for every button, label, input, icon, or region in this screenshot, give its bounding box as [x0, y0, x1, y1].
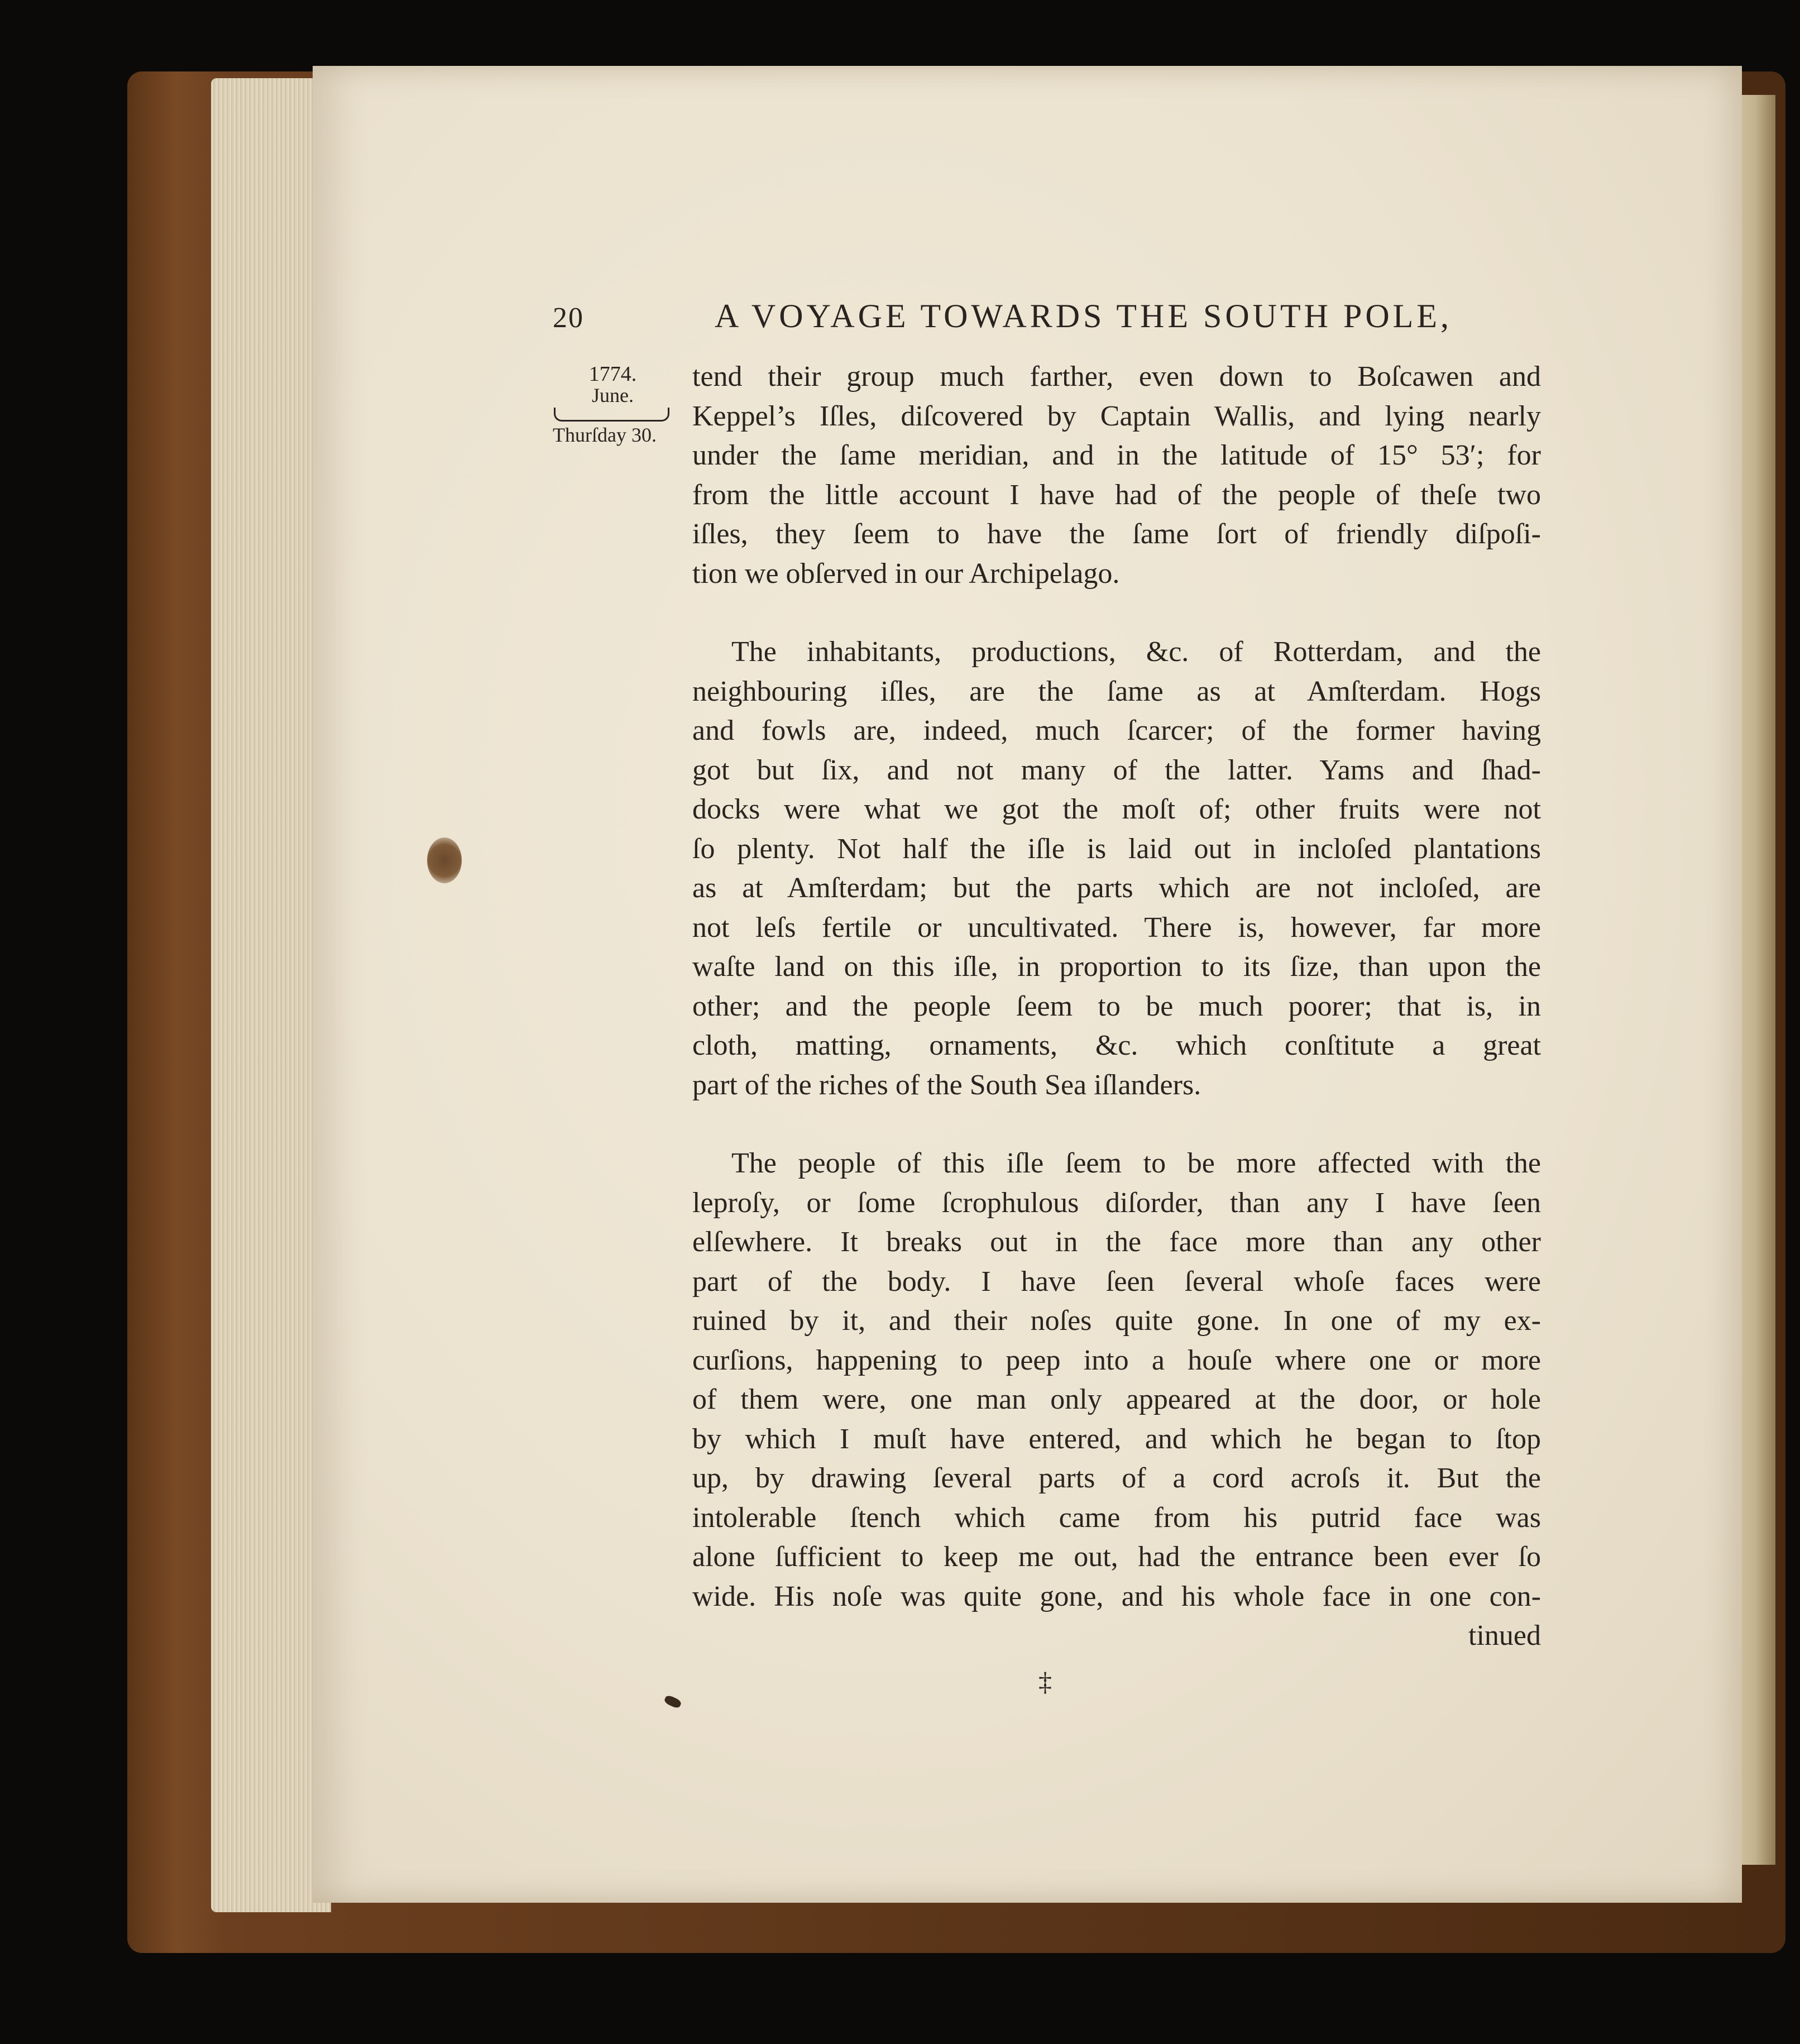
- margin-note: [553, 363, 673, 447]
- text-line: ruined by it, and their noſes quite gone. In one of my ex-: [692, 1305, 1541, 1337]
- paragraph-3: [692, 1144, 1541, 1616]
- margin-day: Thurſday 30.: [553, 424, 657, 446]
- text-line: curſions, happening to peep into a houſe where one or more: [692, 1344, 1541, 1376]
- text-line: wide. His noſe was quite gone, and his whole face in one con-: [692, 1580, 1541, 1612]
- text-line: iſles, they ſeem to have the ſame ſort of friendly diſpoſi-: [692, 518, 1541, 550]
- paragraph-2: [692, 633, 1541, 1105]
- text-line: cloth, matting, ornaments, &c. which conſtitute a great: [692, 1030, 1541, 1061]
- text-line: alone ſufficient to keep me out, had the entrance been ever ſo: [692, 1541, 1541, 1573]
- text-line: under the ſame meridian, and in the latitude of 15° 53′; for: [692, 439, 1541, 471]
- text-line: intolerable ſtench which came from his putrid face was: [692, 1501, 1541, 1534]
- body-text: [692, 357, 1541, 1656]
- text-line: other; and the people ſeem to be much poorer; that is, in: [692, 990, 1541, 1022]
- text-line: and fowls are, indeed, much ſcarcer; of the former having: [692, 715, 1541, 746]
- margin-month: June.: [592, 384, 634, 406]
- text-line: ſo plenty. Not half the iſle is laid out in incloſed plantations: [692, 832, 1541, 865]
- text-line: got but ſix, and not many of the latter. Yams and ſhad-: [692, 754, 1541, 786]
- text-line: part of the riches of the South Sea iſlanders.: [692, 1069, 1201, 1101]
- signature-mark: ‡: [1038, 1667, 1052, 1697]
- text-line: The inhabitants, productions, &c. of Rotterdam, and the: [731, 636, 1541, 668]
- foxing-stain: [427, 837, 462, 883]
- page-number: 20: [553, 302, 584, 334]
- text-line: tion we obſerved in our Archipelago.: [692, 557, 1120, 590]
- text-line: waſte land on this iſle, in proportion to its ſize, than upon the: [692, 951, 1541, 983]
- text-line: from the little account I have had of the people of theſe two: [692, 478, 1541, 511]
- text-line: Keppel’s Iſles, diſcovered by Captain Wallis, and lying nearly: [692, 400, 1541, 432]
- text-line: part of the body. I have ſeen ſeveral whoſe faces were: [692, 1265, 1541, 1298]
- text-line: elſewhere. It breaks out in the face more than any other: [692, 1226, 1541, 1258]
- catchword: tinued: [1468, 1620, 1541, 1652]
- text-line: neighbouring iſles, are the ſame as at Amſterdam. Hogs: [692, 675, 1541, 707]
- text-line: by which I muſt have entered, and which he began to ſtop: [692, 1423, 1541, 1455]
- margin-year: 1774.: [588, 362, 637, 386]
- text-line: The people of this iſle ſeem to be more affected with the: [731, 1147, 1541, 1179]
- margin-brace: [554, 408, 669, 422]
- text-line: not leſs fertile or uncultivated. There is, however, far more: [692, 911, 1541, 944]
- text-line: of them were, one man only appeared at the door, or hole: [692, 1384, 1541, 1415]
- text-line: leproſy, or ſome ſcrophulous diſorder, than any I have ſeen: [692, 1186, 1541, 1219]
- text-line: up, by drawing ſeveral parts of a cord acroſs it. But the: [692, 1462, 1541, 1494]
- text-line: docks were what we got the moſt of; other fruits were not: [692, 793, 1541, 825]
- running-head: A VOYAGE TOWARDS THE SOUTH POLE,: [715, 298, 1452, 334]
- text-line: as at Amſterdam; but the parts which are not incloſed, are: [692, 872, 1541, 904]
- paragraph-1: [692, 357, 1541, 593]
- text-line: tend their group much farther, even down to Boſcawen and: [692, 361, 1541, 392]
